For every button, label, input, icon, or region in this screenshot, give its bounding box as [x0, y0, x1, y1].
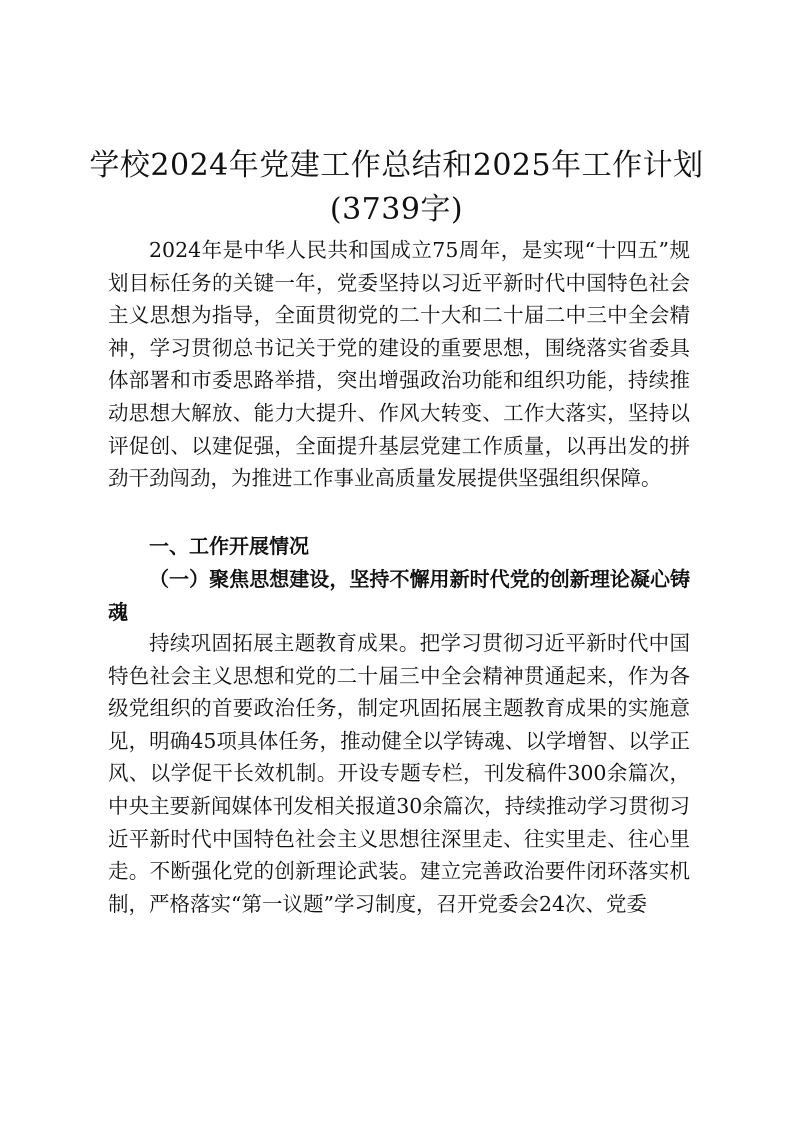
document-word-count: (3739字): [329, 192, 464, 227]
intro-paragraph: 2024年是中华人民共和国成立75周年，是实现“十四五”规划目标任务的关键一年，党委坚持以习近平新时代中国特色社会主义思想为指导，全面贯彻党的二十大和二十届二中三中全会精神，学习贯彻总书记关于党的建设的重要思想，围绕落实省委具体部署和市委思路举措，突出增强政治功能和组织功能，持续推动思想大解放、能力大提升、作风大转变、工作大落实，坚持以评促创、以建促强，全面提升基层党建工作质量，以再出发的拼劲干劲闯劲，为推进工作事业高质量发展提供坚强组织保障。: [108, 238, 690, 491]
subsection-paragraph: 持续巩固拓展主题教育成果。把学习贯彻习近平新时代中国特色社会主义思想和党的二十届三中全会精神贯通起来，作为各级党组织的首要政治任务，制定巩固拓展主题教育成果的实施意见，明确45项具体任务，推动健全以学铸魂、以学增智、以学正风、以学促干长效机制。开设专题专栏，刊发稿件300余篇次，中央主要新闻媒体刊发相关报道30余篇次，持续推动学习贯彻习近平新时代中国特色社会主义思想往深里走、往实里走、往心里走。不断强化党的创新理论武装。建立完善政治要件闭环落实机制，严格落实“第一议题”学习制度，召开党委会24次、党委: [108, 631, 690, 916]
document-title: 学校2024年党建工作总结和2025年工作计划: [89, 148, 704, 183]
subsection-heading: （一）聚焦思想建设，坚持不懈用新时代党的创新理论凝心铸魂: [108, 567, 690, 624]
section-heading: 一、工作开展情况: [149, 534, 309, 558]
